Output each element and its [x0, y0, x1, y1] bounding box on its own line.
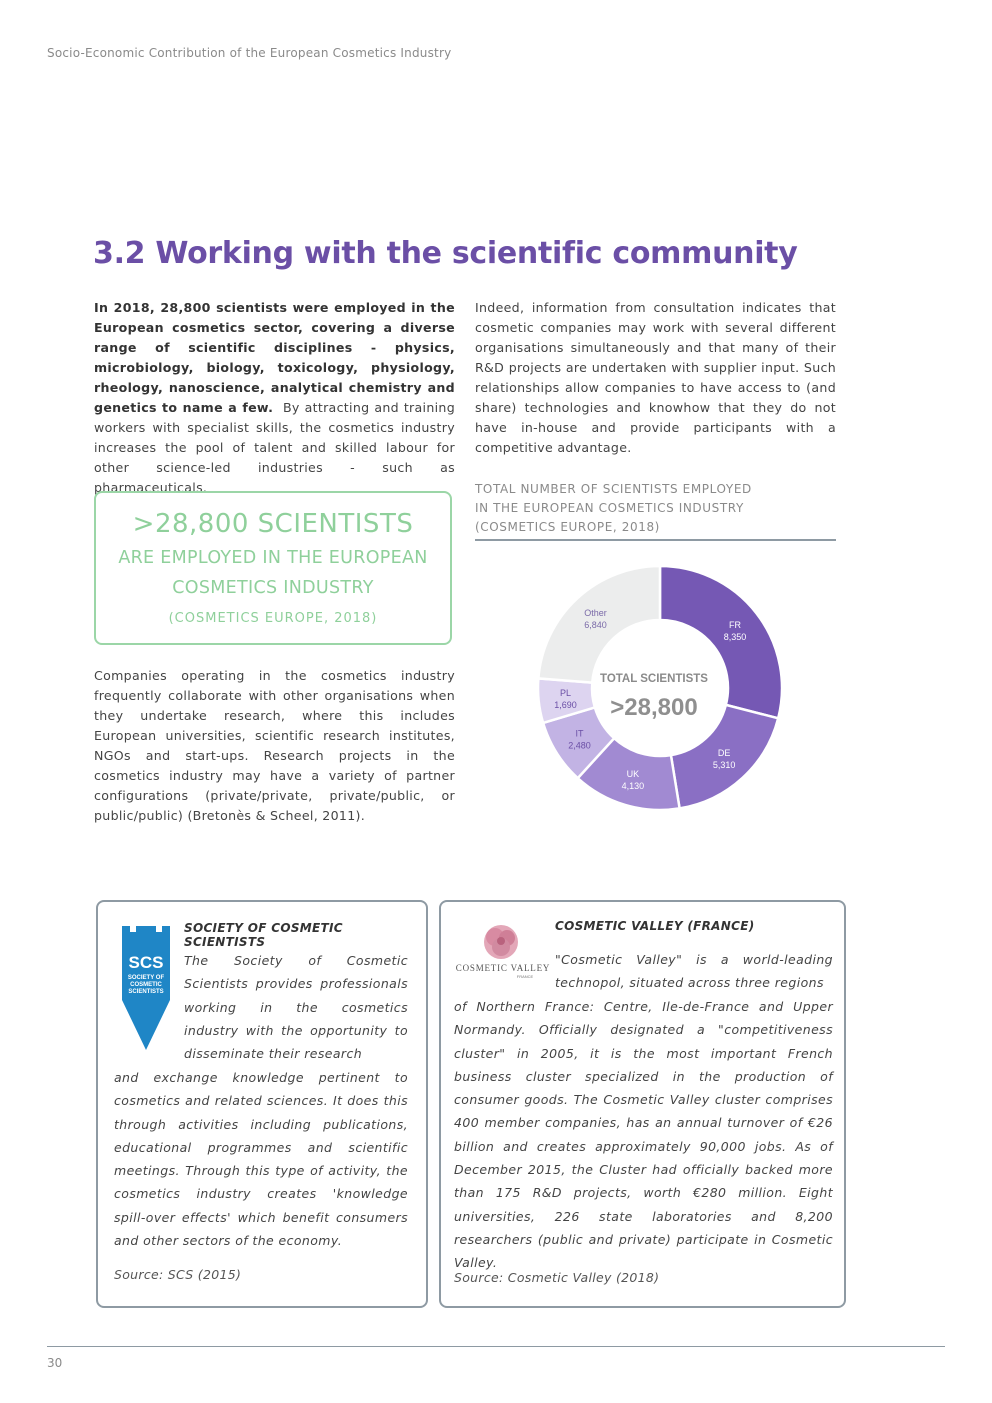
donut-label-de: DE: [717, 748, 731, 759]
cosmetic-valley-logo: [451, 922, 555, 984]
donut-label-fr: FR: [729, 619, 742, 630]
intro-rest-text: By attracting and training workers with specialist skills, the cosmetics industry increases the pool of talent and skilled labour for other science-led industries - such as pharmaceuticals.: [94, 400, 456, 495]
donut-value-fr: 8,350: [723, 631, 747, 642]
chart-center-label: TOTAL SCIENTISTS: [600, 673, 708, 685]
collaboration-column: [94, 666, 455, 826]
page-number: 30: [47, 1356, 63, 1370]
scs-wrapped-text: The Society of Cosmetic Scientists provides professionals working in the cosmetics industry with the opportunity to disseminate their research: [184, 953, 408, 1062]
cosmetic-valley-logo-sub: FRANCE: [516, 974, 534, 979]
scientists-callout: [94, 491, 452, 645]
chart-title-line-2: IN THE EUROPEAN COSMETICS INDUSTRY: [475, 501, 744, 515]
scs-logo: [120, 924, 172, 1052]
callout-headline: >28,800 SCIENTISTS: [132, 509, 414, 539]
scs-logo-text: SCS: [128, 953, 164, 972]
donut-value-it: 2,480: [568, 740, 591, 751]
cosmetic-valley-wrapped-text: "Cosmetic Valley" is a world-leading technopol, situated across three regions: [555, 952, 833, 991]
callout-source: (COSMETICS EUROPE, 2018): [168, 611, 378, 626]
donut-label-other: Other: [584, 608, 607, 619]
chart-title-line-3: (COSMETICS EUROPE, 2018): [475, 520, 660, 534]
scs-box-title: SOCIETY OF COSMETIC SCIENTISTS: [184, 921, 343, 949]
donut-label-uk: UK: [626, 769, 640, 780]
scs-logo-sub-3: SCIENTISTS: [128, 989, 164, 995]
donut-value-uk: 4,130: [621, 781, 645, 792]
scs-logo-sub-2: COSMETIC: [130, 982, 162, 988]
right-column: [475, 298, 836, 458]
cosmetic-valley-box-title: COSMETIC VALLEY (FRANCE): [555, 919, 755, 933]
donut-value-de: 5,310: [712, 760, 736, 771]
scs-body-text: and exchange knowledge pertinent to cosmetics and related sciences. It does this through activities including publications, educational programmes and scientific meetings. Through this type of activity, the cosmetics industry creates 'knowledge spill-over effects' which benefit consumers and other sectors of the economy.: [114, 1070, 408, 1249]
cosmetic-valley-source: Source: Cosmetic Valley (2018): [454, 1270, 660, 1285]
donut-label-pl: PL: [560, 688, 572, 699]
chart-title-rule: [475, 539, 836, 541]
scs-info-box: [96, 900, 428, 1308]
callout-line-2: COSMETICS INDUSTRY: [172, 578, 374, 598]
intro-paragraph: [94, 298, 455, 498]
running-header: Socio-Economic Contribution of the European Cosmetics Industry: [47, 46, 452, 60]
scs-logo-sub-1: SOCIETY OF: [127, 975, 165, 981]
callout-line-1: ARE EMPLOYED IN THE EUROPEAN: [118, 548, 428, 568]
chart-title-line-1: TOTAL NUMBER OF SCIENTISTS EMPLOYED: [475, 482, 752, 496]
chart-center-value: >28,800: [610, 694, 698, 721]
cosmetic-valley-logo-text: COSMETIC VALLEY: [455, 963, 551, 973]
donut-value-other: 6,840: [584, 620, 607, 631]
intro-column: [94, 298, 455, 498]
scientists-donut-chart: [528, 556, 792, 820]
section-title: 3.2 Working with the scientific community: [93, 236, 798, 271]
footer-rule: [47, 1346, 945, 1347]
cosmetic-valley-body-text: of Northern France: Centre, Ile-de-France and Upper Normandy. Officially designated a "competitiveness cluster" in 2005, it is the most important French business cluster specialized in the production of consumer goods. The Cosmetic Valley cluster comprises 400 member companies, has an annual turnover of €26 billion and creates approximately 90,000 jobs. As of December 2015, the Cluster had officially backed more than 175 R&D projects, worth €280 million. Eight universities, 226 state laboratories and 8,200 researchers (public and private) participate in Cosmetic Valley.: [454, 999, 833, 1271]
collaboration-paragraph: Companies operating in the cosmetics industry frequently collaborate with other organisations when they undertake research, where this includes European universities, scientific research institutes, NGOs and start-ups. Research projects in the cosmetics industry may have a variety of partner configurations (private/private, private/public, or public/public) (Bretonès & Scheel, 2011).: [94, 668, 455, 823]
donut-value-pl: 1,690: [554, 700, 577, 711]
intro-bold-text: In 2018, 28,800 scientists were employed in the European cosmetics sector, covering a diverse range of scientific disciplines - physics, microbiology, biology, toxicology, physiology, rheology, nanoscience, analytical chemistry and genetics to name a few.: [94, 300, 455, 415]
chart-title: [475, 480, 836, 537]
scs-source: Source: SCS (2015): [114, 1267, 242, 1282]
cosmetic-valley-info-box: [439, 900, 846, 1308]
donut-label-it: IT: [575, 728, 584, 739]
right-paragraph: Indeed, information from consultation indicates that cosmetic companies may work with several different organisations simultaneously and that many of their R&D projects are undertaken with supplier input. Such relationships allow companies to have access to (and share) technologies and knowhow that they do not have in-house and provide participants with a competitive advantage.: [475, 300, 836, 455]
